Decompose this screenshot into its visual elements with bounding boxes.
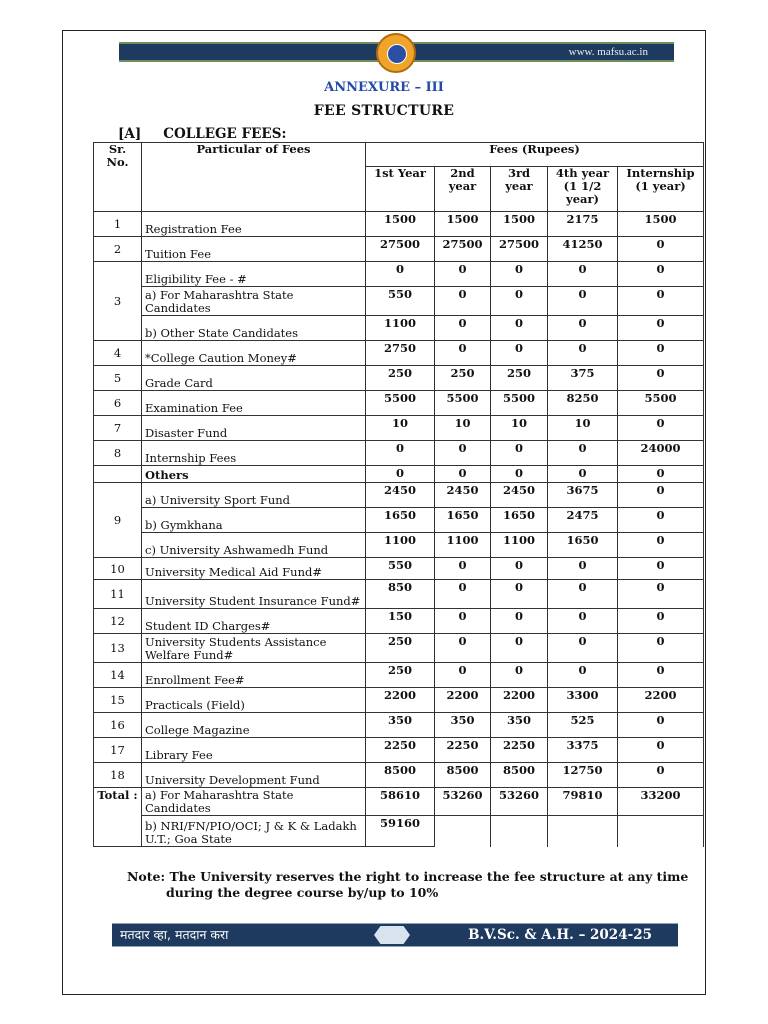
fee-value: 0 [618, 366, 704, 391]
header-particular: Particular of Fees [142, 143, 366, 212]
row-number: 10 [94, 558, 142, 580]
fee-value: 0 [491, 663, 548, 688]
table-row [94, 212, 704, 237]
row-number: 15 [94, 688, 142, 713]
fee-value: 0 [548, 634, 618, 663]
table-row [94, 508, 704, 533]
row-particular: Library Fee [142, 738, 366, 763]
row-particular: Disaster Fund [142, 416, 366, 441]
fee-value: 0 [548, 609, 618, 634]
fee-value: 10 [435, 416, 491, 441]
table-row [94, 738, 704, 763]
fee-value: 8250 [548, 391, 618, 416]
fee-value: 1500 [618, 212, 704, 237]
website-url[interactable]: www. mafsu.ac.in [568, 46, 648, 58]
row-number: 5 [94, 366, 142, 391]
row-number: 1 [94, 212, 142, 237]
footer-course: B.V.Sc. & A.H. – 2024-25 [468, 927, 652, 943]
fee-value: 0 [491, 341, 548, 366]
table-row [94, 634, 704, 663]
header-year-2: 2nd year [435, 167, 491, 212]
row-number: 3 [94, 262, 142, 341]
note-line-2: during the degree course by/up to 10% [166, 885, 439, 900]
fee-value: 250 [491, 366, 548, 391]
fee-value: 0 [435, 441, 491, 466]
row-number: 2 [94, 237, 142, 262]
fee-value: 0 [366, 262, 435, 287]
fee-value: 2475 [548, 508, 618, 533]
fee-value: 0 [491, 441, 548, 466]
annexure-title: ANNEXURE – III [324, 80, 444, 95]
row-particular: Grade Card [142, 366, 366, 391]
fee-value: 2200 [366, 688, 435, 713]
row-particular: Eligibility Fee - # [142, 262, 366, 287]
fee-value: 2200 [491, 688, 548, 713]
total-a-year-2: 53260 [435, 788, 491, 816]
row-particular: Enrollment Fee# [142, 663, 366, 688]
fee-value: 0 [618, 634, 704, 663]
fee-table [93, 142, 704, 847]
row-particular: Practicals (Field) [142, 688, 366, 713]
row-particular: a) University Sport Fund [142, 483, 366, 508]
row-number: 4 [94, 341, 142, 366]
fee-value: 0 [618, 416, 704, 441]
row-particular: Others [142, 466, 366, 483]
header-sr-no: Sr. No. [94, 143, 142, 212]
fee-value: 0 [491, 558, 548, 580]
fee-value: 150 [366, 609, 435, 634]
table-row [94, 287, 704, 316]
row-number: 18 [94, 763, 142, 788]
total-row-b [94, 816, 704, 847]
section-heading [118, 126, 286, 142]
fee-value: 0 [548, 558, 618, 580]
total-b-year-1: 59160 [366, 816, 435, 847]
fee-value: 1650 [548, 533, 618, 558]
table-row [94, 441, 704, 466]
fee-value: 550 [366, 558, 435, 580]
table-row [94, 316, 704, 341]
fee-value: 0 [548, 441, 618, 466]
row-particular: a) For Maharashtra State Candidates [142, 287, 366, 316]
fee-value: 0 [491, 634, 548, 663]
total-a-year-1: 58610 [366, 788, 435, 816]
fee-value: 24000 [618, 441, 704, 466]
fee-value: 0 [366, 441, 435, 466]
fee-value: 0 [435, 316, 491, 341]
fee-value: 10 [548, 416, 618, 441]
note-line-1: Note: The University reserves the right to increase the fee structure at any time [127, 869, 689, 884]
fee-value: 0 [491, 609, 548, 634]
page-title: FEE STRUCTURE [313, 103, 455, 119]
fee-value: 2250 [366, 738, 435, 763]
fee-value: 0 [548, 287, 618, 316]
fee-value: 8500 [435, 763, 491, 788]
fee-value: 350 [435, 713, 491, 738]
fee-value: 0 [548, 341, 618, 366]
fee-value: 550 [366, 287, 435, 316]
header-internship: Internship (1 year) [618, 167, 704, 212]
fee-value: 0 [548, 663, 618, 688]
row-number: 6 [94, 391, 142, 416]
fee-value: 2250 [435, 738, 491, 763]
fee-value: 1500 [491, 212, 548, 237]
total-row-a-particular: a) For Maharashtra State Candidates [142, 788, 366, 816]
row-particular: University Students Assistance Welfare Fund# [142, 634, 366, 663]
row-number: 8 [94, 441, 142, 466]
fee-value: 250 [366, 366, 435, 391]
fee-value: 5500 [618, 391, 704, 416]
row-particular: Internship Fees [142, 441, 366, 466]
fee-value: 1100 [366, 316, 435, 341]
fee-value: 2175 [548, 212, 618, 237]
table-row [94, 713, 704, 738]
total-a-internship: 33200 [618, 788, 704, 816]
fee-value: 2250 [491, 738, 548, 763]
fee-value: 0 [618, 763, 704, 788]
table-row [94, 237, 704, 262]
fee-value: 850 [366, 580, 435, 609]
fee-value: 0 [618, 713, 704, 738]
fee-value: 3375 [548, 738, 618, 763]
fee-value: 3300 [548, 688, 618, 713]
row-particular: University Development Fund [142, 763, 366, 788]
fee-value: 0 [435, 634, 491, 663]
fee-value: 27500 [366, 237, 435, 262]
table-row [94, 391, 704, 416]
total-a-year-4: 79810 [548, 788, 618, 816]
fee-value: 0 [366, 466, 435, 483]
fee-value: 250 [366, 663, 435, 688]
fee-value: 10 [491, 416, 548, 441]
table-row [94, 341, 704, 366]
header-year-3: 3rd year [491, 167, 548, 212]
row-particular: b) Other State Candidates [142, 316, 366, 341]
fee-value: 10 [366, 416, 435, 441]
fee-value: 1650 [435, 508, 491, 533]
fee-value: 0 [548, 316, 618, 341]
university-seal-icon [376, 33, 416, 73]
section-title: COLLEGE FEES: [163, 126, 287, 142]
header-year-4: 4th year (1 1/2 year) [548, 167, 618, 212]
fee-value: 2750 [366, 341, 435, 366]
fee-value: 1500 [435, 212, 491, 237]
fee-value: 0 [435, 262, 491, 287]
table-row [94, 763, 704, 788]
fee-value: 350 [491, 713, 548, 738]
table-row [94, 558, 704, 580]
fee-value: 1100 [435, 533, 491, 558]
row-number: 7 [94, 416, 142, 441]
fee-value: 375 [548, 366, 618, 391]
fee-value: 1650 [491, 508, 548, 533]
fee-value: 5500 [435, 391, 491, 416]
fee-value: 0 [618, 237, 704, 262]
header-year-1: 1st Year [366, 167, 435, 212]
row-number [94, 466, 142, 483]
fee-value: 0 [435, 558, 491, 580]
fee-value: 0 [618, 558, 704, 580]
fee-value: 0 [435, 663, 491, 688]
fee-value: 0 [435, 609, 491, 634]
fee-value: 27500 [435, 237, 491, 262]
total-row-a [94, 788, 704, 816]
footer-bar [112, 923, 678, 947]
table-row [94, 580, 704, 609]
fee-value: 5500 [366, 391, 435, 416]
fee-value: 8500 [491, 763, 548, 788]
row-number: 16 [94, 713, 142, 738]
fee-value: 2200 [435, 688, 491, 713]
fee-value: 2200 [618, 688, 704, 713]
total-a-year-3: 53260 [491, 788, 548, 816]
fee-value: 0 [618, 508, 704, 533]
fee-value: 0 [491, 466, 548, 483]
table-row [94, 262, 704, 287]
row-number: 13 [94, 634, 142, 663]
row-number: 9 [94, 483, 142, 558]
fee-value: 0 [618, 663, 704, 688]
table-row [94, 609, 704, 634]
row-particular: Registration Fee [142, 212, 366, 237]
row-number: 14 [94, 663, 142, 688]
fee-note [127, 869, 688, 901]
fee-value: 1650 [366, 508, 435, 533]
fee-value: 2450 [435, 483, 491, 508]
fee-value: 1100 [366, 533, 435, 558]
fee-value: 0 [491, 580, 548, 609]
section-label: [A] [118, 126, 142, 142]
fee-value: 0 [618, 738, 704, 763]
header-fees-group: Fees (Rupees) [366, 143, 704, 167]
fee-value: 5500 [491, 391, 548, 416]
fee-value: 12750 [548, 763, 618, 788]
fee-value: 0 [491, 262, 548, 287]
fee-value: 0 [618, 609, 704, 634]
fee-value: 350 [366, 713, 435, 738]
fee-value: 250 [435, 366, 491, 391]
fee-value: 1100 [491, 533, 548, 558]
row-particular: Student ID Charges# [142, 609, 366, 634]
fee-value: 27500 [491, 237, 548, 262]
fee-value: 0 [548, 262, 618, 287]
row-particular: c) University Ashwamedh Fund [142, 533, 366, 558]
footer-slogan: मतदार व्हा, मतदान करा [120, 927, 229, 942]
fee-value: 0 [435, 466, 491, 483]
hexagon-icon [374, 926, 410, 944]
row-particular: *College Caution Money# [142, 341, 366, 366]
table-row [94, 688, 704, 713]
table-row [94, 466, 704, 483]
fee-value: 0 [618, 533, 704, 558]
fee-value: 2450 [491, 483, 548, 508]
row-particular: University Medical Aid Fund# [142, 558, 366, 580]
fee-value: 0 [548, 580, 618, 609]
table-row [94, 663, 704, 688]
row-particular: Examination Fee [142, 391, 366, 416]
fee-value: 0 [491, 316, 548, 341]
fee-value: 250 [366, 634, 435, 663]
row-number: 17 [94, 738, 142, 763]
fee-value: 2450 [366, 483, 435, 508]
fee-value: 0 [435, 341, 491, 366]
fee-value: 0 [618, 287, 704, 316]
table-row [94, 366, 704, 391]
fee-value: 0 [548, 466, 618, 483]
fee-value: 0 [618, 580, 704, 609]
row-particular: Tuition Fee [142, 237, 366, 262]
total-row-b-particular: b) NRI/FN/PIO/OCI; J & K & Ladakh U.T.; Goa State [142, 816, 366, 847]
fee-value: 0 [618, 483, 704, 508]
table-row [94, 416, 704, 441]
row-particular: University Student Insurance Fund# [142, 580, 366, 609]
row-particular: College Magazine [142, 713, 366, 738]
table-row [94, 483, 704, 508]
fee-value: 1500 [366, 212, 435, 237]
fee-value: 0 [491, 287, 548, 316]
fee-value: 525 [548, 713, 618, 738]
table-row [94, 533, 704, 558]
fee-value: 41250 [548, 237, 618, 262]
fee-value: 8500 [366, 763, 435, 788]
row-number: 11 [94, 580, 142, 609]
fee-value: 0 [435, 287, 491, 316]
fee-value: 0 [435, 580, 491, 609]
fee-value: 0 [618, 341, 704, 366]
total-label: Total : [94, 788, 142, 847]
row-number: 12 [94, 609, 142, 634]
fee-value: 3675 [548, 483, 618, 508]
row-particular: b) Gymkhana [142, 508, 366, 533]
fee-value: 0 [618, 262, 704, 287]
fee-value: 0 [618, 466, 704, 483]
fee-value: 0 [618, 316, 704, 341]
